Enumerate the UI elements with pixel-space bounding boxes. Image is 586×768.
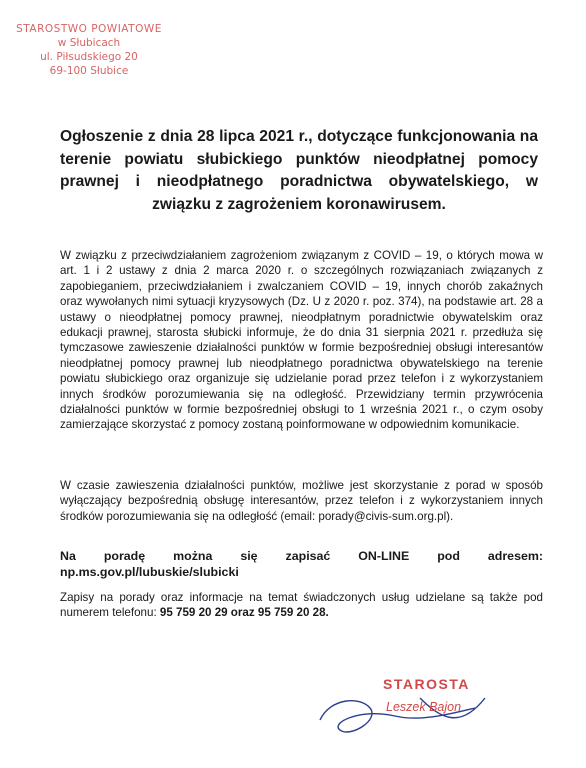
paragraph-phone-registration [60, 590, 543, 621]
paragraph-online-registration: Na poradę można się zapisać ON-LINE pod adresem: np.ms.gov.pl/lubuskie/slubicki [60, 549, 543, 579]
signature-name: Leszek Bajon [386, 700, 462, 714]
office-stamp [14, 22, 164, 78]
stamp-line-3: ul. Piłsudskiego 20 [40, 51, 138, 63]
phone-numbers: 95 759 20 29 oraz 95 759 20 28. [159, 606, 329, 620]
announcement-title: Ogłoszenie z dnia 28 lipca 2021 r., dotyczące funkcjonowania na terenie powiatu słubickiego punktów nieodpłatnej pomocy prawnej i nieodpłatnego poradnictwa obywatelskiego, w związku z zagrożeniem koronawirusem. [60, 128, 538, 213]
stamp-line-2: w Słubicach [57, 37, 121, 49]
phone-info-text: Zapisy na porady oraz informacje na temat świadczonych usług udzielane są także pod numerem telefonu: [60, 591, 543, 620]
stamp-line-1: STAROSTWO POWIATOWE [16, 23, 162, 35]
stamp-line-4: 69-100 Słubice [49, 65, 129, 77]
paragraph-remote-advice: W czasie zawieszenia działalności punktów, możliwe jest skorzystanie z porad w sposób wyłączający bezpośrednią obsługę interesantów, przez telefon i z wykorzystaniem innych środków porozumiewania się na odległość (email: porady@civis-sum.org.pl). [60, 479, 543, 523]
signature-title: STAROSTA [383, 676, 470, 692]
paragraph-suspension-notice: W związku z przeciwdziałaniem zagrożeniom związanym z COVID – 19, o których mowa w art. 1 i 2 ustawy z dnia 2 marca 2020 r. o szczególnych rozwiązaniach związanych z zapobieganiem, przeciwdziałaniem i zwalczaniem COVID – 19, innych chorób zakaźnych oraz wywołanych nimi sytuacji kryzysowych (Dz. U z 2020 r. poz. 374), na podstawie art. 28 a ustawy o nieodpłatnej pomocy prawnej, nieodpłatnym poradnictwie obywatelskim oraz edukacji prawnej, starosta słubicki informuje, że do dnia 31 sierpnia 2021 r. przedłuża się tymczasowe zawieszenie działalności punktów w formie bezpośredniej obsługi interesantów nieodpłatnej pomocy prawnej lub nieodpłatnego poradnictwa obywatelskiego na terenie powiatu słubickiego oraz organizuje się udzielanie porad przez telefon i z wykorzystaniem innych środków porozumiewania się na odległość. Przewidziany termin przywrócenia działalności punktów w formie bezpośredniej obsługi to 1 września 2021 r., o czym osoby zamierzające skorzystać z pomocy zostaną poinformowane w odpowiednim komunikacie. [60, 249, 543, 432]
